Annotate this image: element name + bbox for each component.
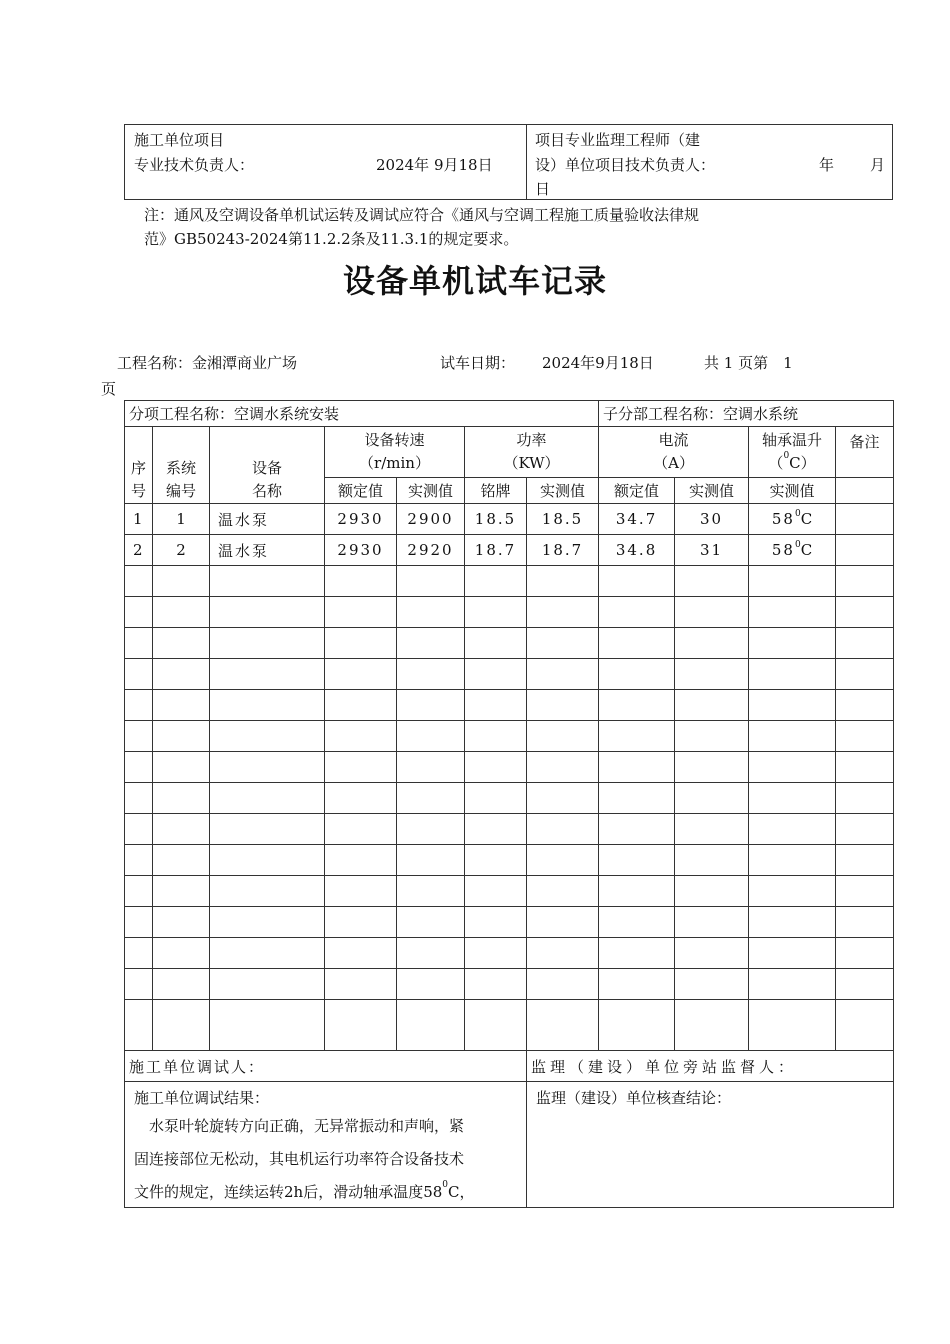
empty-row [125,566,894,597]
page-suffix: 页 [101,380,117,398]
row-equipment-name: 温水泵 [210,535,325,566]
page-count: 共 1 页第 1 [704,354,793,372]
empty-row [125,845,894,876]
header-sys-2: 编号 [165,482,196,500]
row-remark [836,535,894,566]
sub-project-name: 分项工程名称：空调水系统安装 [125,401,599,427]
sub-division-name: 子分部工程名称：空调水系统 [599,401,894,427]
result-row [125,1082,894,1208]
empty-row [125,783,894,814]
supervisor-day: 日 [535,180,551,198]
note-line-2: 范》GB50243-2024第11.2.2条及11.3.1的规定要求。 [144,230,519,248]
empty-row [125,938,894,969]
empty-row [125,814,894,845]
empty-row [125,907,894,938]
test-date-label: 试车日期： [440,354,516,372]
row-power-measured: 18.7 [527,535,599,566]
empty-row [125,597,894,628]
signature-divider [526,125,527,199]
signature-box [124,124,893,200]
header-current [599,427,749,478]
test-date: 2024年9月18日 [542,354,654,372]
header-seq-1: 序 [130,459,146,477]
header-system [153,427,210,504]
row-system: 2 [153,535,210,566]
row-current-measured: 30 [675,504,749,535]
header-seq [125,427,153,504]
header-power-label: 功率 [516,430,547,449]
header-temp-unit: （$^0$C） [768,450,816,472]
header-speed-rated: 额定值 [325,477,397,503]
construction-unit-label: 施工单位项目 [134,131,225,149]
row-current-rated: 34.7 [599,504,675,535]
row-speed-measured: 2920 [397,535,465,566]
empty-row [125,721,894,752]
row-speed-rated: 2930 [325,504,397,535]
header-sys-1: 系统 [165,459,196,477]
result-line-2: 固连接部位无松动，其电机运行功率符合设备技术 [134,1150,465,1168]
header-equip-2: 名称 [251,482,282,500]
row-remark [836,504,894,535]
supervisor-label-line1: 项目专业监理工程师（建 [535,131,701,149]
table-row [125,535,894,566]
row-speed-rated: 2930 [325,535,397,566]
supervision-conclusion-label: 监理（建设）单位核查结论： [536,1089,732,1107]
page-title: 设备单机试车记录 [342,262,607,300]
construction-result [125,1082,527,1208]
row-seq: 2 [125,535,153,566]
header-current-unit: （A） [653,453,694,472]
header-power [465,427,599,478]
header-current-label: 电流 [658,430,689,449]
tech-lead-date: 2024年 9月18日 [376,156,493,174]
empty-row [125,876,894,907]
header-row-1 [125,427,894,478]
construction-tester: 施工单位调试人： [125,1051,527,1082]
row-system: 1 [153,504,210,535]
empty-row [125,659,894,690]
supervisor-year: 年 [819,156,835,174]
header-equip-1: 设备 [251,459,282,477]
result-line-3: 文件的规定，连续运转2h后，滑动轴承温度$58^0C$， [134,1180,475,1201]
test-record-table [124,400,894,1208]
header-temp [749,427,836,478]
tester-row [125,1051,894,1082]
header-power-measured: 实测值 [527,477,599,503]
row-power-nameplate: 18.7 [465,535,527,566]
supervisor-label-line2: 设）单位项目技术负责人： [535,156,716,174]
empty-row [125,628,894,659]
header-speed-label: 设备转速 [364,430,425,449]
supervision-conclusion [527,1082,894,1208]
supervisor-month: 月 [870,156,886,174]
row-equipment-name: 温水泵 [210,504,325,535]
row-speed-measured: 2900 [397,504,465,535]
construction-result-label: 施工单位调试结果： [134,1089,270,1107]
row-temp: $58^0C$ [749,504,836,535]
empty-row [125,752,894,783]
empty-row [125,1000,894,1051]
header-current-rated: 额定值 [599,477,675,503]
supervision-observer: 监理（建设）单位旁站监督人： [527,1051,894,1082]
header-remark: 备注 [836,427,894,478]
project-name: 工程名称：金湘潭商业广场 [117,354,298,372]
header-equipment [210,427,325,504]
header-seq-2: 号 [130,482,146,500]
row-power-nameplate: 18.5 [465,504,527,535]
row-power-measured: 18.5 [527,504,599,535]
empty-row [125,690,894,721]
row-current-measured: 31 [675,535,749,566]
row-current-rated: 34.8 [599,535,675,566]
note-line-1: 注：通风及空调设备单机试运转及调试应符合《通风与空调工程施工质量验收法律规 [144,206,700,224]
header-current-measured: 实测值 [675,477,749,503]
tech-lead-label: 专业技术负责人： [134,156,255,174]
header-speed [325,427,465,478]
header-power-nameplate: 铭牌 [465,477,527,503]
header-power-unit: （KW） [503,453,560,472]
header-temp-label: 轴承温升 [762,430,823,449]
result-line-1: 水泵叶轮旋转方向正确，无异常振动和声响，紧 [149,1117,465,1135]
row-temp: $58^0C$ [749,535,836,566]
header-speed-unit: （r/min） [359,453,430,472]
row-seq: 1 [125,504,153,535]
empty-row [125,969,894,1000]
table-title-row [125,401,894,427]
header-remark-blank [836,477,894,503]
table-row [125,504,894,535]
header-speed-measured: 实测值 [397,477,465,503]
header-temp-measured: 实测值 [749,477,836,503]
